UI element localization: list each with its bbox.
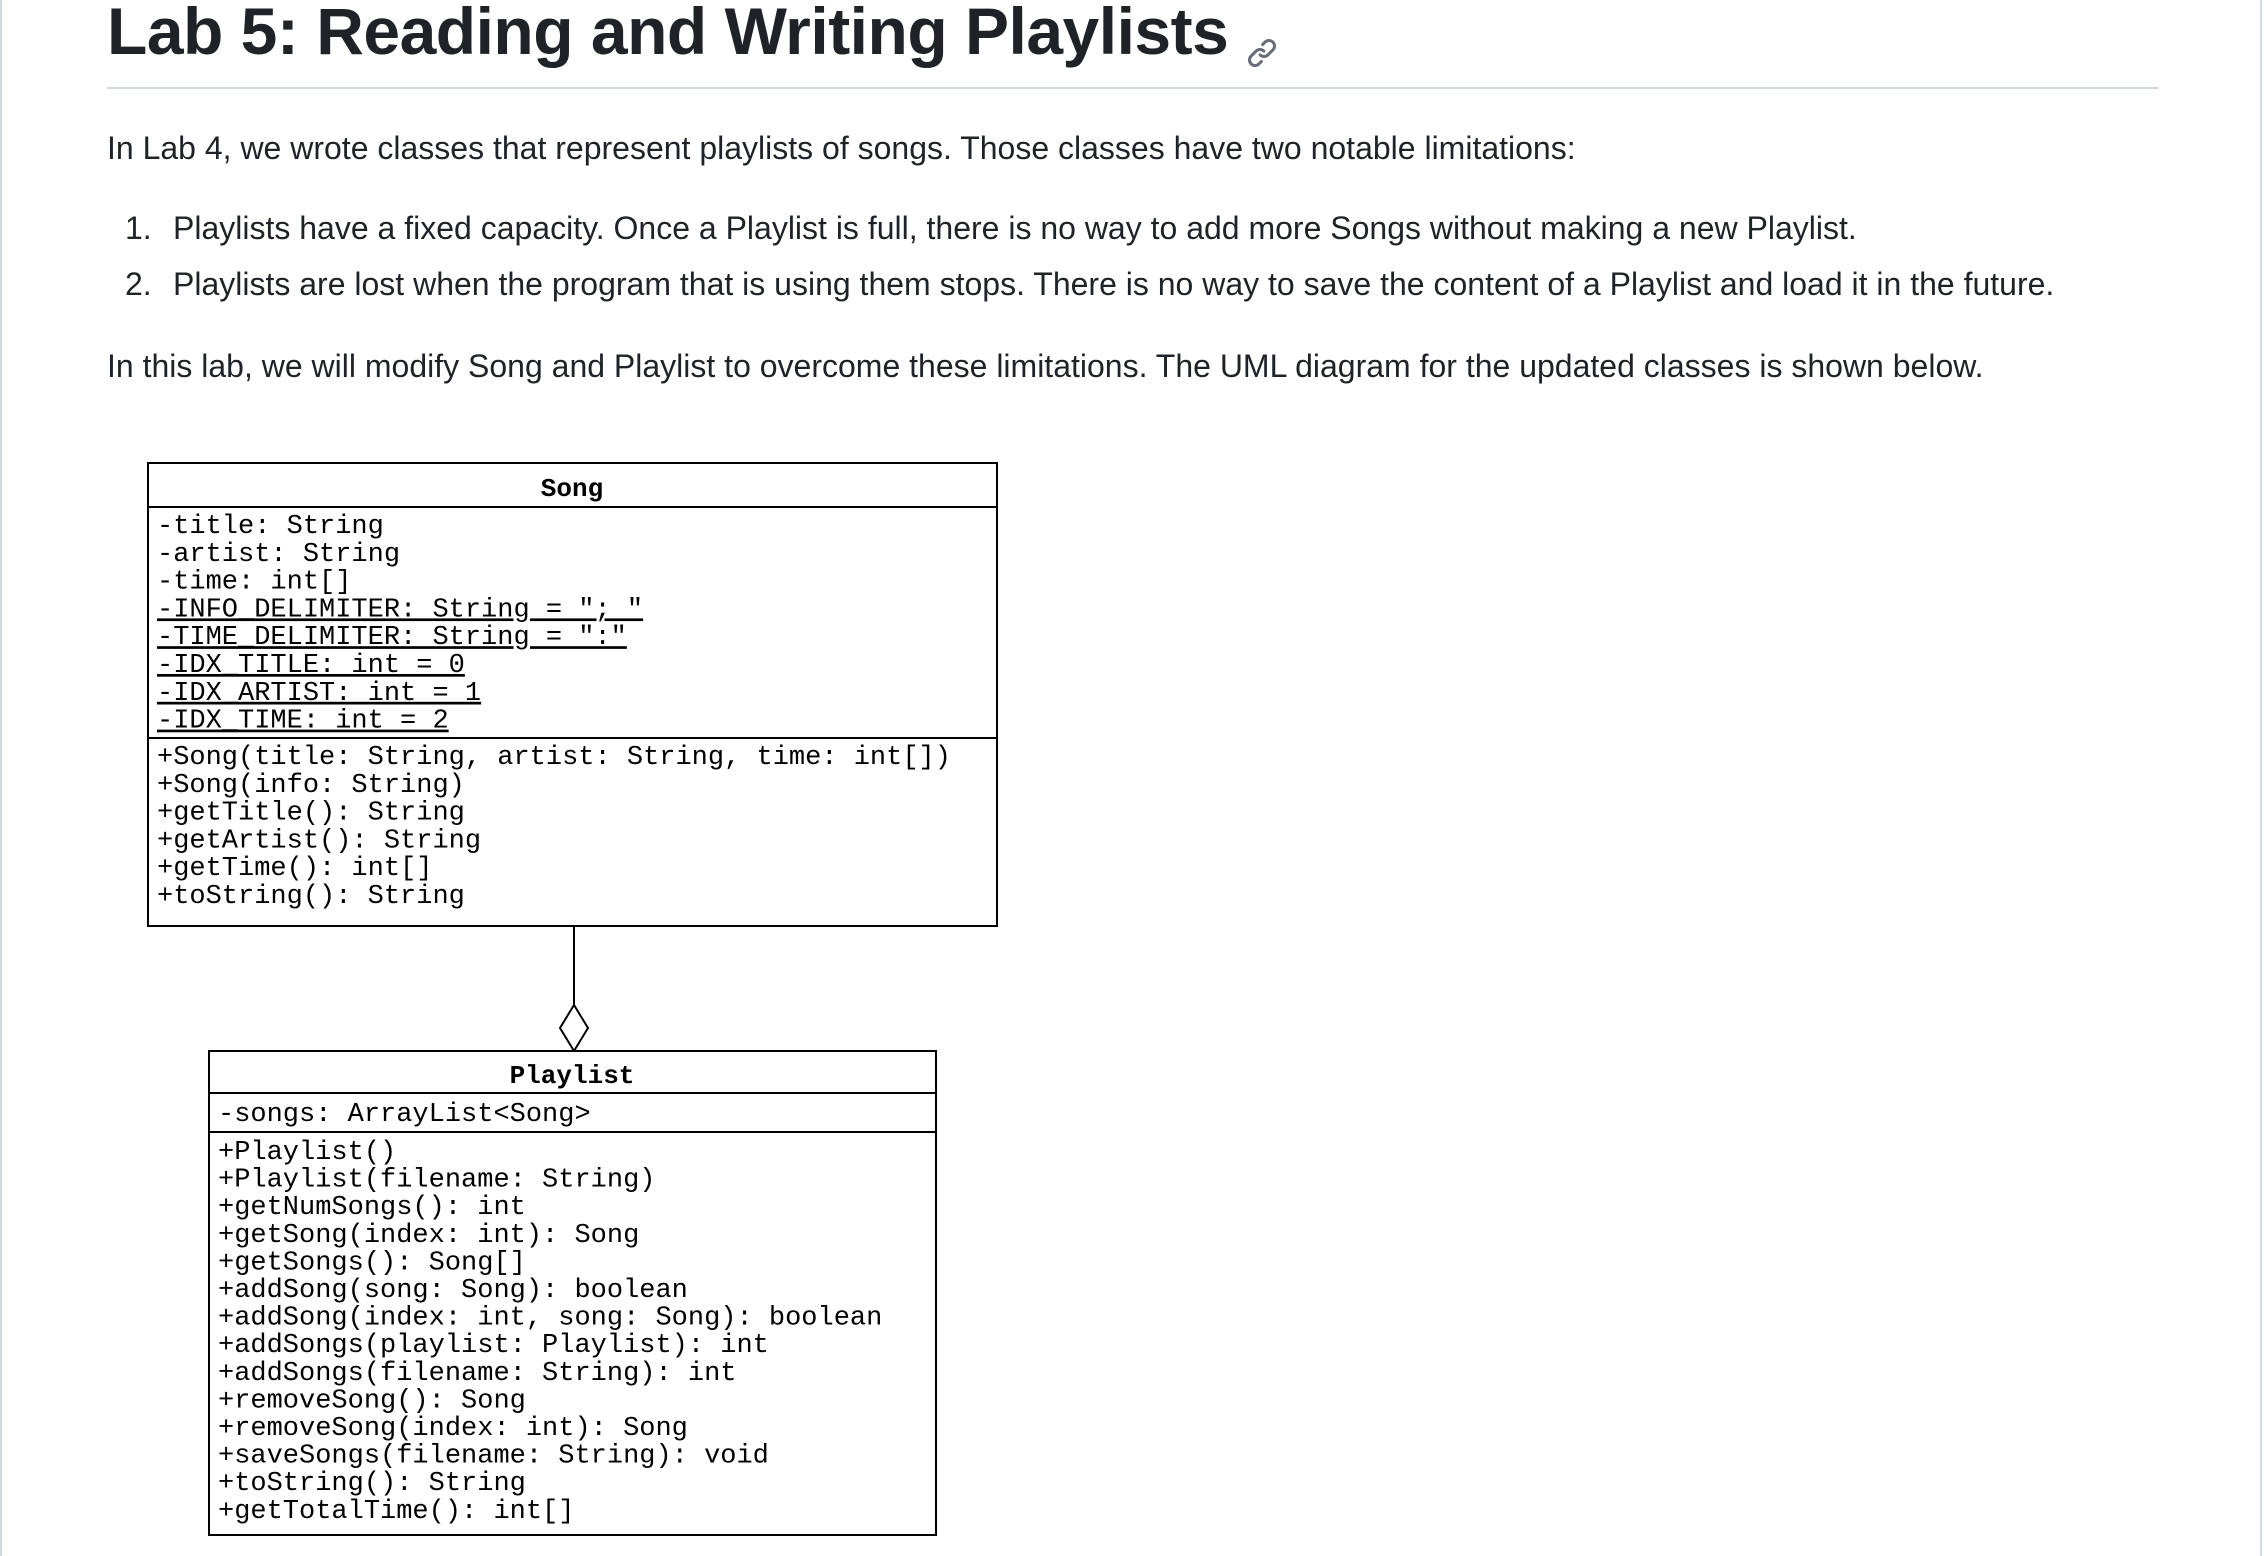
- playlist-class-name: Playlist: [509, 1061, 635, 1091]
- uml-attribute: -title: String: [157, 512, 384, 542]
- uml-method: +Song(info: String): [157, 770, 465, 801]
- uml-method: +getTotalTime(): int[]: [218, 1496, 575, 1527]
- uml-method: +addSong(song: Song): boolean: [218, 1276, 688, 1306]
- uml-attribute: -IDX_TIME: int = 2: [157, 706, 449, 737]
- list-item-text: Playlists are lost when the program that is using them stops. There is no way to save the content of a Playlist and load it in the future.: [173, 266, 2055, 302]
- uml-attribute: -songs: ArrayList<Song>: [218, 1100, 591, 1130]
- aggregation-connector: [560, 926, 588, 1051]
- uml-attribute: -TIME_DELIMITER: String = ":": [157, 623, 627, 654]
- uml-method: +getSong(index: int): Song: [218, 1220, 640, 1251]
- outro-paragraph: In this lab, we will modify Song and Playlist to overcome these limitations. The UML diagram for the updated classes is shown below.: [107, 348, 1984, 384]
- uml-attribute: -IDX_ARTIST: int = 1: [157, 678, 482, 709]
- playlist-attributes: [218, 1100, 591, 1130]
- uml-method: +getNumSongs(): int: [218, 1193, 526, 1224]
- uml-attribute: -time: int[]: [157, 567, 352, 598]
- aggregation-diamond: [560, 1005, 588, 1051]
- uml-method: +toString(): String: [218, 1469, 526, 1500]
- uml-method: +removeSong(index: int): Song: [218, 1414, 688, 1444]
- playlist-class-box: [209, 1051, 936, 1535]
- song-class-name: Song: [540, 474, 604, 504]
- uml-attribute: -IDX_TITLE: int = 0: [157, 651, 465, 681]
- uml-method: +addSongs(filename: String): int: [218, 1358, 737, 1389]
- uml-attribute: -INFO_DELIMITER: String = "; ": [157, 595, 644, 626]
- page-title-text: Lab 5: Reading and Writing Playlists: [107, 0, 1229, 68]
- uml-method: +saveSongs(filename: String): void: [218, 1441, 769, 1472]
- uml-method: +getArtist(): String: [157, 826, 482, 857]
- uml-method: +addSongs(playlist: Playlist): int: [218, 1331, 769, 1362]
- uml-method: +Song(title: String, artist: String, time: int[]): [157, 743, 951, 773]
- list-item-text: Playlists have a fixed capacity. Once a Playlist is full, there is no way to add more Songs without making a new Playlist.: [173, 210, 1857, 246]
- uml-attribute: -artist: String: [157, 539, 401, 570]
- list-number: 2.: [125, 266, 152, 302]
- uml-method: +removeSong(): Song: [218, 1386, 526, 1417]
- uml-method: +toString(): String: [157, 882, 465, 912]
- uml-method: +Playlist(): [218, 1138, 397, 1168]
- song-class-box: [148, 463, 997, 926]
- uml-method: +getSongs(): Song[]: [218, 1248, 526, 1279]
- uml-method: +getTitle(): String: [157, 798, 465, 829]
- uml-method: +getTime(): int[]: [157, 854, 433, 885]
- uml-method: +Playlist(filename: String): [218, 1165, 656, 1196]
- intro-paragraph: In Lab 4, we wrote classes that represent playlists of songs. Those classes have two notable limitations:: [107, 130, 1576, 166]
- list-number: 1.: [125, 210, 152, 246]
- uml-method: +addSong(index: int, song: Song): boolean: [218, 1303, 883, 1334]
